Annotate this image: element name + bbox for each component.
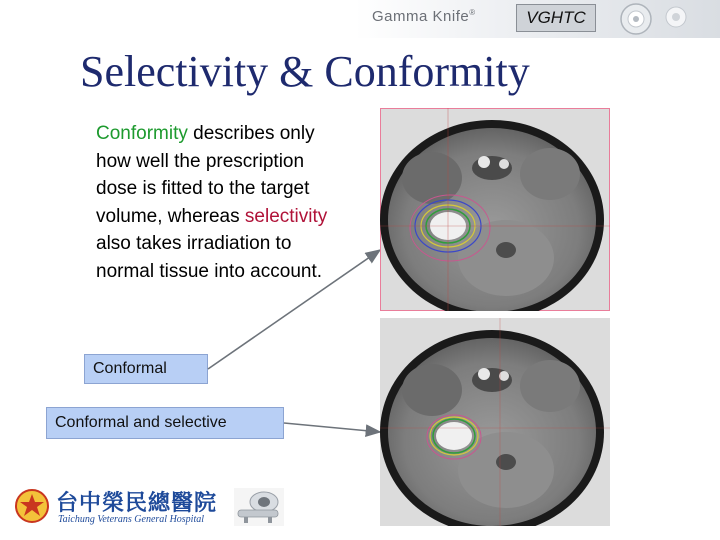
page-title: Selectivity & Conformity <box>80 47 530 96</box>
conformal-selective-label: Conformal and selective <box>46 407 284 439</box>
conformal-label: Conformal <box>84 354 208 384</box>
mri-scan-conformal-selective <box>380 318 610 526</box>
conformity-term: Conformity <box>96 123 188 144</box>
hospital-name-english: Taichung Veterans General Hospital <box>58 514 205 525</box>
brand-name: Gamma Knife® <box>372 8 476 25</box>
selectivity-term: selectivity <box>244 205 328 227</box>
body-text-part: also takes irradiation to normal tissue into account. <box>96 233 323 282</box>
arrow-conformal-selective <box>284 423 380 432</box>
body-text-part: describes only how well the prescription dose is fitted to the target volume, whereas <box>96 123 315 227</box>
gamma-knife-device-icon <box>234 488 284 526</box>
org-label: VGHTC <box>516 4 596 32</box>
mri-scan-conformal <box>380 108 610 311</box>
arrow-conformal <box>208 250 380 369</box>
hospital-seal-icon <box>14 488 50 524</box>
hospital-name-chinese: 台中榮民總醫院 <box>56 491 218 516</box>
